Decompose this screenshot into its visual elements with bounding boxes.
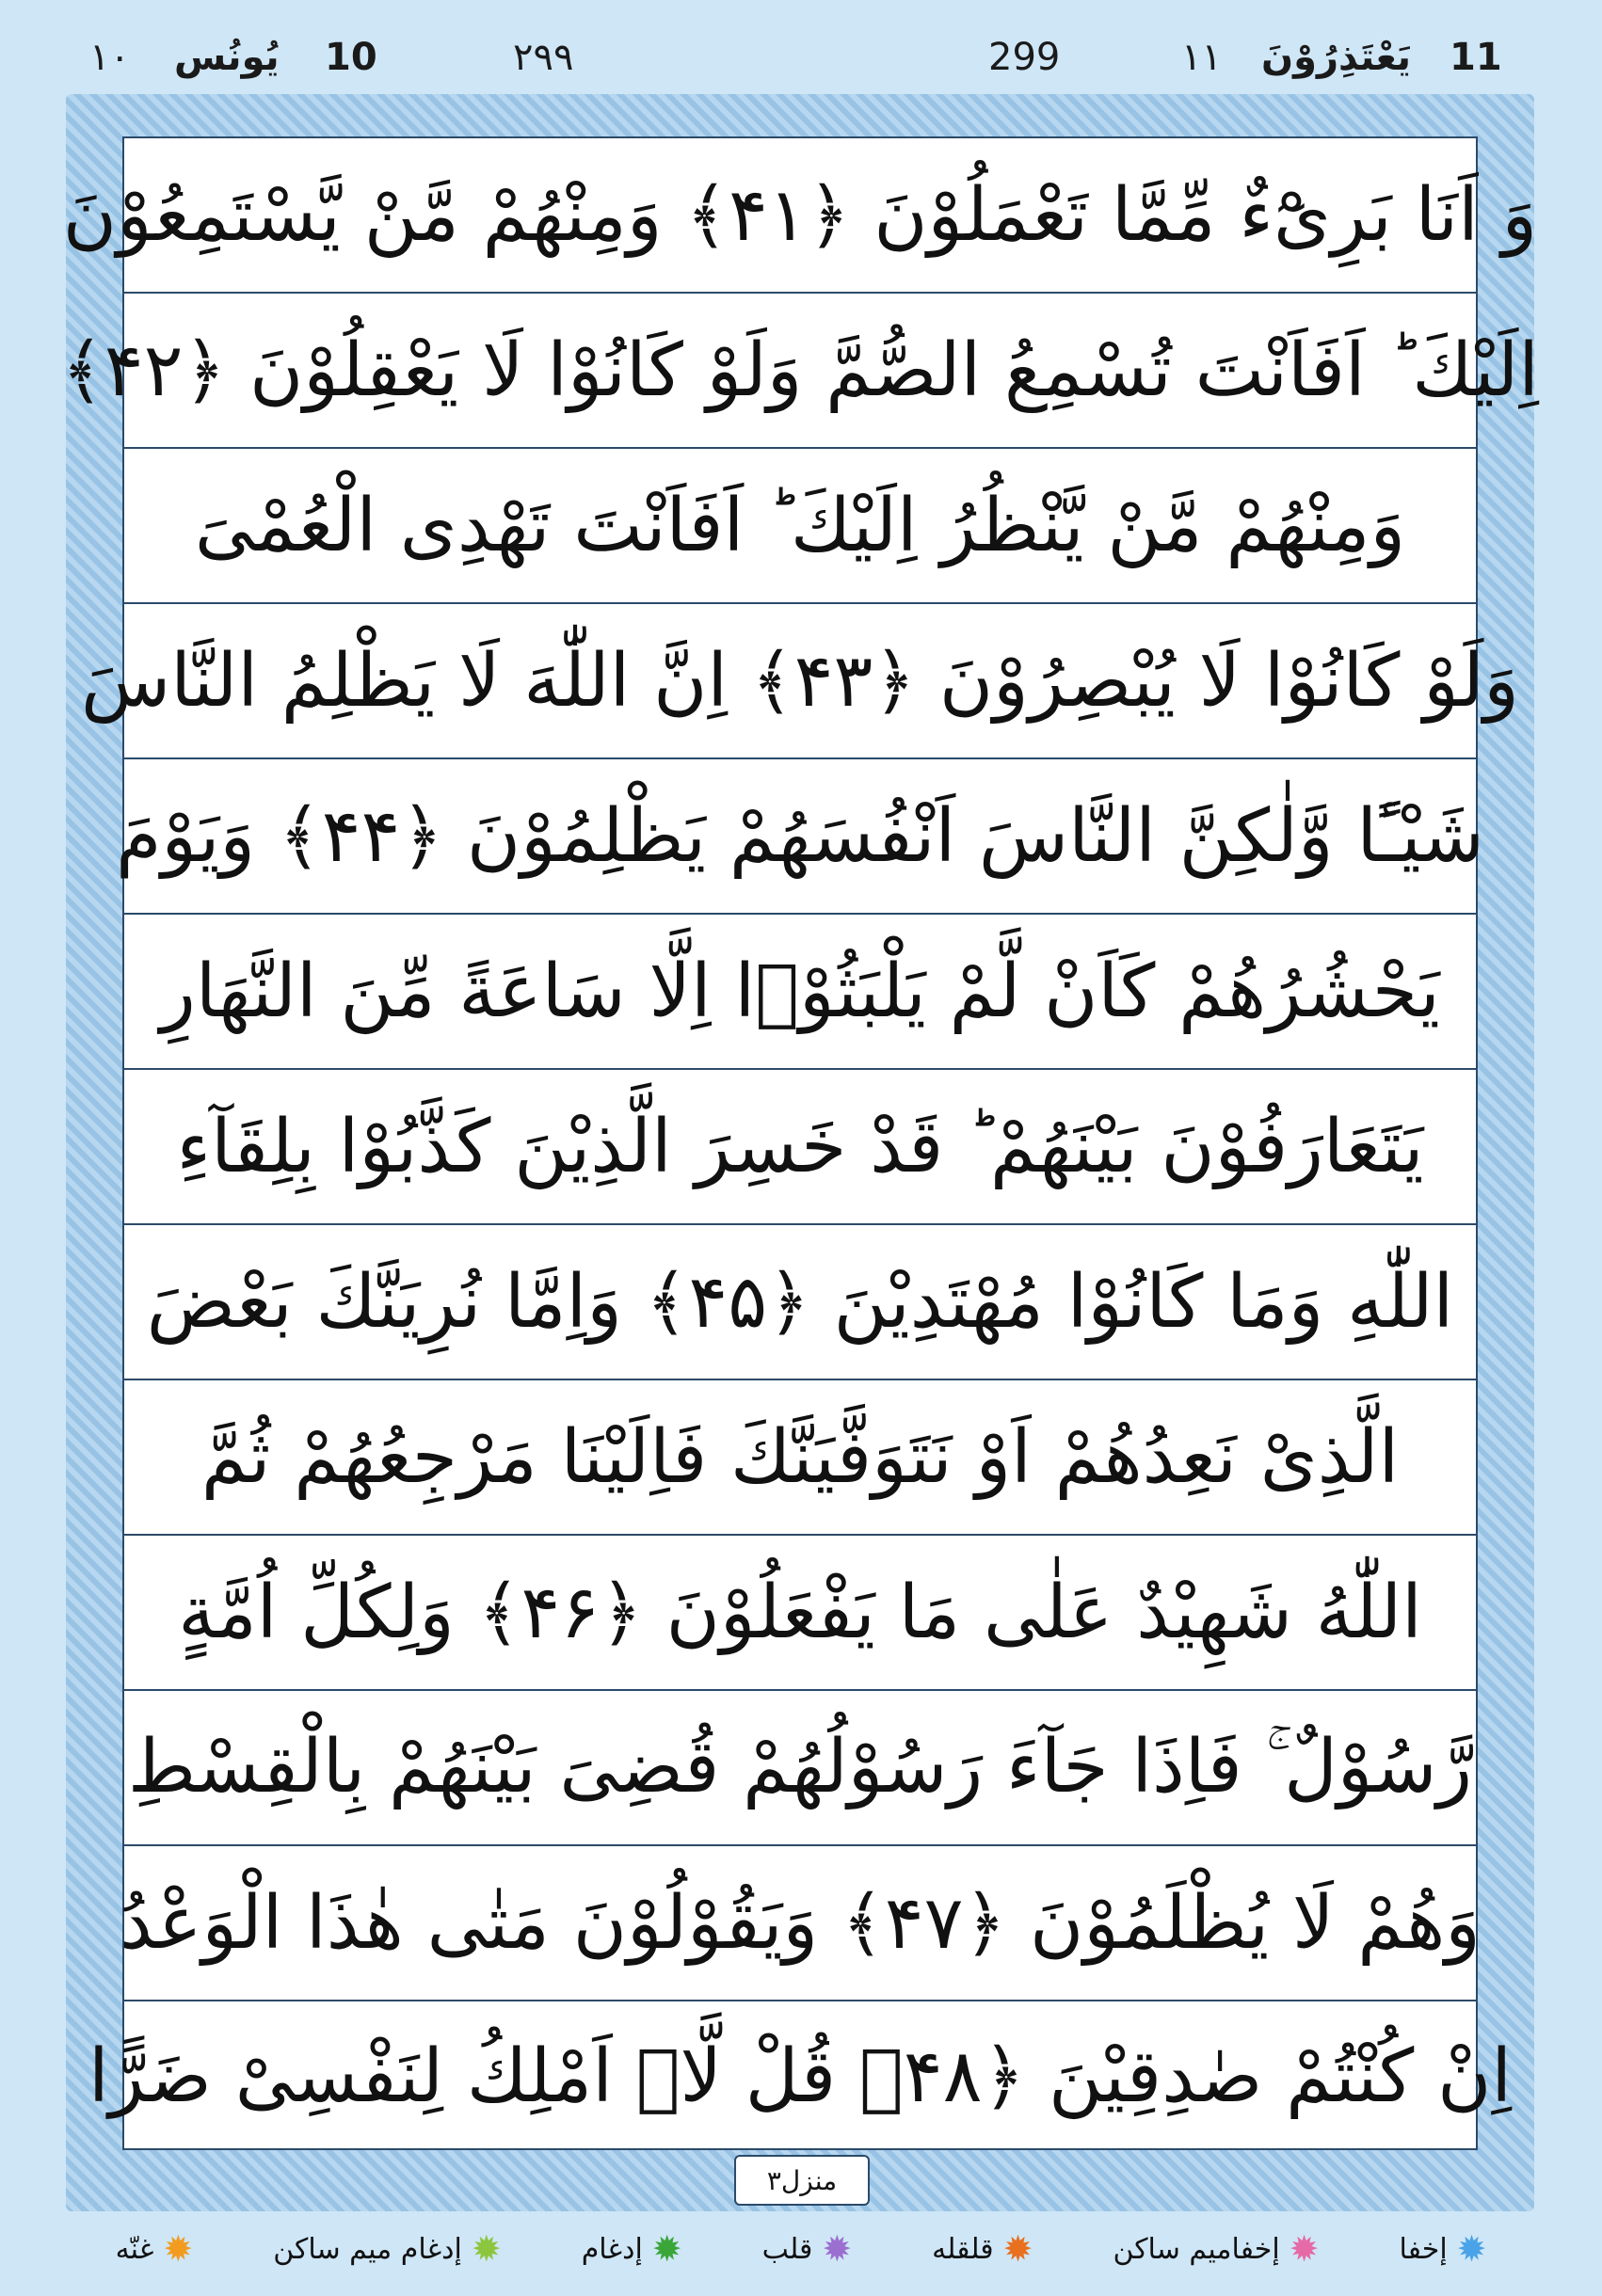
legend-label: إدغام ميم ساكن <box>273 2232 462 2266</box>
decorative-frame <box>61 94 1539 2211</box>
text-line-2: اِلَیْكَ ؕ اَفَاَنْتَ تُسْمِعُ الصُّمَّ وَلَوْ كَانُوْا لَا یَعْقِلُوْنَ ﴿۴۲﴾ <box>124 294 1476 449</box>
legend-label: غنّه <box>115 2232 154 2266</box>
legend-item-qalb <box>761 2228 853 2270</box>
surah-number-arabic: ١٠ <box>89 36 130 79</box>
text-line-9: الَّذِیْ نَعِدُهُمْ اَوْ نَتَوَفَّیَنَّكَ فَاِلَیْنَا مَرْجِعُهُمْ ثُمَّ <box>124 1380 1476 1536</box>
legend-label: إدغام <box>581 2232 643 2266</box>
star-icon: ✹ <box>1456 2228 1487 2270</box>
legend-label: إخفاميم ساكن <box>1113 2232 1280 2266</box>
juz-number-arabic: ١١ <box>1181 36 1222 79</box>
text-panel <box>61 136 1539 2150</box>
text-line-3: وَمِنْهُمْ مَّنْ یَّنْظُرُ اِلَیْكَ ؕ اَفَاَنْتَ تَهْدِی الْعُمْیَ <box>124 449 1476 604</box>
legend-item-ghunna <box>115 2228 194 2270</box>
text-line-7: یَتَعَارَفُوْنَ بَیْنَهُمْ ؕ قَدْ خَسِرَ الَّذِیْنَ كَذَّبُوْا بِلِقَآءِ <box>124 1070 1476 1225</box>
text-line-1: وَ اَنَا بَرِیْٓءٌ مِّمَّا تَعْمَلُوْنَ ﴿۴۱﴾ وَمِنْهُمْ مَّنْ یَّسْتَمِعُوْنَ <box>124 138 1476 294</box>
legend-item-idgham <box>581 2228 682 2270</box>
text-line-12: وَهُمْ لَا یُظْلَمُوْنَ ﴿۴۷﴾ وَیَقُوْلُوْنَ مَتٰی هٰذَا الْوَعْدُ <box>124 1846 1476 2001</box>
manzil-label: منزل۳ <box>734 2155 870 2206</box>
legend-label: قلب <box>761 2232 813 2266</box>
legend-label: قلقله <box>932 2232 994 2266</box>
legend-item-idgham-meem-sakin <box>273 2228 502 2270</box>
legend-item-ikhfa-meem-sakin <box>1113 2228 1320 2270</box>
star-icon: ✹ <box>822 2228 853 2270</box>
surah-number: 10 <box>325 36 377 79</box>
page-number: 299 <box>988 36 1061 79</box>
legend-item-qalqala <box>932 2228 1033 2270</box>
text-line-11: رَّسُوْلٌ ۚ فَاِذَا جَآءَ رَسُوْلُهُمْ قُضِیَ بَیْنَهُمْ بِالْقِسْطِ <box>124 1691 1476 1846</box>
text-line-4: وَلَوْ كَانُوْا لَا یُبْصِرُوْنَ ﴿۴۳﴾ اِنَّ اللّٰهَ لَا یَظْلِمُ النَّاسَ <box>124 604 1476 759</box>
star-icon: ✹ <box>163 2228 194 2270</box>
star-icon: ✹ <box>1289 2228 1320 2270</box>
legend-label: إخفا <box>1399 2232 1448 2266</box>
text-line-13: اِنْ كُنْتُمْ صٰدِقِیْنَ ﴿۴۸﴾ قُلْ لَّاۤ اَمْلِكُ لِنَفْسِیْ ضَرًّا <box>88 2034 1513 2119</box>
text-line-10: اللّٰهُ شَهِیْدٌ عَلٰی مَا یَفْعَلُوْنَ ﴿۴۶﴾ وَلِكُلِّ اُمَّةٍ <box>124 1536 1476 1691</box>
star-icon: ✹ <box>471 2228 502 2270</box>
star-icon: ✹ <box>1002 2228 1033 2270</box>
tajweed-legend <box>0 2216 1602 2282</box>
text-line-5: شَیْـًٔا وَّلٰكِنَّ النَّاسَ اَنْفُسَهُمْ یَظْلِمُوْنَ ﴿۴۴﴾ وَیَوْمَ <box>124 759 1476 915</box>
legend-item-ikhfa <box>1399 2228 1487 2270</box>
surah-name: يُونُس <box>174 36 280 79</box>
page-number-arabic: ٢٩٩ <box>513 36 574 79</box>
juz-name: يَعْتَذِرُوْنَ <box>1261 36 1412 79</box>
star-icon: ✹ <box>651 2228 682 2270</box>
text-line-6: یَحْشُرُهُمْ كَاَنْ لَّمْ یَلْبَثُوْۤا اِلَّا سَاعَةً مِّنَ النَّهَارِ <box>124 915 1476 1070</box>
juz-number: 11 <box>1450 36 1502 79</box>
text-line-8: اللّٰهِ وَمَا كَانُوْا مُهْتَدِیْنَ ﴿۴۵﴾ وَاِمَّا نُرِیَنَّكَ بَعْضَ <box>124 1225 1476 1380</box>
